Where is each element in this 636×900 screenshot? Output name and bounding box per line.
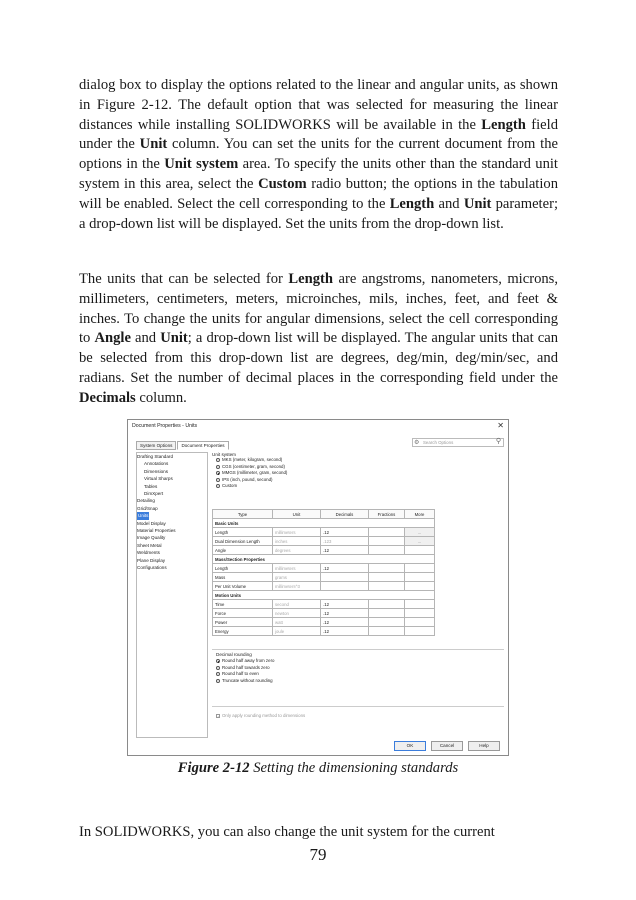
- cell-fractions[interactable]: [369, 573, 405, 582]
- unit-system-label: Unit system: [212, 452, 236, 457]
- cell-type: Per Unit Volume: [213, 582, 273, 591]
- cell-decimals[interactable]: [321, 582, 369, 591]
- column-header: Type: [213, 510, 273, 519]
- cell-unit[interactable]: second: [273, 600, 321, 609]
- cell-fractions[interactable]: [369, 564, 405, 573]
- unit-system-group: [212, 452, 504, 490]
- radio-label: Round half to even: [222, 671, 259, 676]
- page-number: 79: [309, 845, 327, 864]
- cell-fractions[interactable]: [369, 627, 405, 636]
- tree-item-label: Weldments: [137, 550, 160, 556]
- tree-item-label: Grid/Snap: [137, 505, 158, 511]
- dialog-title: Document Properties - Units: [132, 423, 198, 429]
- cell-type: Energy: [213, 627, 273, 636]
- tree-item-label: Annotations: [144, 461, 169, 467]
- radio-label: Truncate without rounding: [222, 677, 273, 683]
- cell-fractions[interactable]: [369, 537, 405, 546]
- tree-item[interactable]: [137, 564, 207, 571]
- column-header: Fractions: [369, 510, 405, 519]
- cell-decimals[interactable]: .12: [321, 600, 369, 609]
- search-placeholder: Search Options: [423, 440, 454, 445]
- cell-type: Length: [213, 564, 273, 573]
- tab-document-properties[interactable]: Document Properties: [177, 441, 228, 450]
- radio-button-icon[interactable]: [216, 666, 220, 670]
- cell-unit[interactable]: millimeters: [273, 528, 321, 537]
- cell-more[interactable]: [405, 618, 435, 627]
- gear-icon: ⚙: [414, 440, 420, 446]
- table-row: [213, 573, 435, 582]
- radio-label: IPS (inch, pound, second): [222, 476, 273, 482]
- cell-type: Length: [213, 528, 273, 537]
- group-header: Mass/Section Properties: [213, 555, 435, 564]
- table-row: [213, 519, 435, 528]
- radio-button-icon[interactable]: [216, 672, 220, 676]
- rounding-radio[interactable]: [216, 678, 504, 685]
- tree-item-label: Tables: [144, 483, 158, 489]
- tree-item[interactable]: [137, 512, 207, 519]
- cell-unit[interactable]: degrees: [273, 546, 321, 555]
- checkbox-box[interactable]: ✓: [217, 713, 221, 719]
- table-row: [213, 537, 435, 546]
- radio-button-icon[interactable]: [216, 679, 220, 683]
- tree-item[interactable]: [137, 468, 207, 475]
- tree-item[interactable]: [137, 549, 207, 556]
- table-row: [213, 609, 435, 618]
- paragraph-2: The units that can be selected for Length are angstroms, nanometers, microns, millimeters, centimeters, meters, microinches, mils, inches, feet, and feet & inches. To change the units for angular dimensions, select the cell corresponding to Angle and Unit; a drop-down list will be displayed. The angular units that can be selected from this drop-down list are degrees, deg/min, deg/min/sec, and radians. Set the number of decimal places in the corresponding field under the Decimals column.: [79, 271, 558, 406]
- table-row: [213, 582, 435, 591]
- radio-button-icon[interactable]: [216, 458, 220, 462]
- tree-item-label: DimXpert: [144, 491, 164, 497]
- tree-item[interactable]: [137, 542, 207, 549]
- ok-button[interactable]: OK: [394, 741, 426, 751]
- column-header: More: [405, 510, 435, 519]
- search-icon: ⚲: [495, 438, 501, 445]
- group-header: Motion Units: [213, 591, 435, 600]
- tree-item-label: Plane Display: [137, 557, 166, 563]
- cell-fractions[interactable]: [369, 609, 405, 618]
- cell-more[interactable]: ...: [405, 537, 435, 546]
- tree-item[interactable]: [137, 497, 207, 504]
- cell-type: Power: [213, 618, 273, 627]
- radio-button-icon[interactable]: [216, 478, 220, 482]
- cell-fractions[interactable]: [369, 582, 405, 591]
- column-header: Decimals: [321, 510, 369, 519]
- cell-decimals[interactable]: .12: [321, 528, 369, 537]
- cell-unit[interactable]: millimeters^3: [273, 582, 321, 591]
- dialog-buttons: [389, 741, 500, 751]
- cell-more[interactable]: [405, 627, 435, 636]
- group-header: Basic Units: [213, 519, 435, 528]
- cell-fractions[interactable]: [369, 618, 405, 627]
- help-button[interactable]: Help: [468, 741, 500, 751]
- tree-item-label: Dimensions: [144, 468, 168, 474]
- figure-caption: Figure 2-12 Setting the dimensioning standards: [177, 760, 459, 776]
- tree-item-label: Units: [138, 513, 149, 519]
- tree-item-label: Drafting Standard: [137, 454, 174, 459]
- table-row: [213, 528, 435, 537]
- tree-item[interactable]: [137, 483, 207, 490]
- apply-rounding-checkbox[interactable]: [216, 713, 305, 718]
- decimal-rounding-label: Decimal rounding: [216, 652, 252, 657]
- paragraph-3: In SOLIDWORKS, you can also change the unit system for the current: [79, 824, 495, 840]
- tree-item[interactable]: [137, 557, 207, 564]
- column-header: Unit: [273, 510, 321, 519]
- tree-item-label: Virtual Sharps: [144, 476, 173, 482]
- cell-decimals[interactable]: .12: [321, 627, 369, 636]
- tree-item[interactable]: [137, 534, 207, 541]
- tree-item[interactable]: [137, 505, 207, 512]
- cell-type: Angle: [213, 546, 273, 555]
- table-row: [213, 627, 435, 636]
- checkbox-label: Only apply rounding method to dimensions: [222, 713, 306, 718]
- radio-label: Round half towards zero: [222, 664, 270, 670]
- tab-system-options[interactable]: System Options: [136, 441, 176, 450]
- cell-fractions[interactable]: [369, 546, 405, 555]
- close-icon[interactable]: ✕: [497, 421, 504, 430]
- cell-fractions[interactable]: [369, 528, 405, 537]
- cell-unit[interactable]: millimeters: [273, 564, 321, 573]
- dialog-tabs: [136, 441, 230, 450]
- table-row: [213, 564, 435, 573]
- tree-item-label: Sheet Metal: [137, 542, 162, 548]
- options-tree: [136, 452, 208, 738]
- table-row: [213, 555, 435, 564]
- tree-item[interactable]: [137, 490, 207, 497]
- tree-item-label: Image Quality: [137, 535, 166, 541]
- cell-more[interactable]: [405, 609, 435, 618]
- search-input[interactable]: [412, 438, 504, 447]
- units-dialog-figure: [127, 419, 509, 756]
- cell-unit[interactable]: watt: [273, 618, 321, 627]
- radio-label: Custom: [222, 483, 238, 488]
- tree-item-label: Detailing: [137, 498, 155, 504]
- radio-label: MMGS (millimeter, gram, second): [222, 470, 288, 475]
- unit-system-radio[interactable]: [216, 483, 504, 490]
- cell-unit[interactable]: inches: [273, 537, 321, 546]
- table-row: [213, 618, 435, 627]
- cell-type: Force: [213, 609, 273, 618]
- table-row: [213, 591, 435, 600]
- radio-label: MKS (meter, kilogram, second): [222, 457, 283, 462]
- cell-decimals[interactable]: .12: [321, 618, 369, 627]
- cell-more[interactable]: [405, 564, 435, 573]
- cell-decimals[interactable]: .12: [321, 564, 369, 573]
- tree-item-label: Material Properties: [137, 528, 176, 534]
- cell-more[interactable]: [405, 573, 435, 582]
- cell-more[interactable]: [405, 546, 435, 555]
- cell-unit[interactable]: grams: [273, 573, 321, 582]
- radio-button-icon[interactable]: [216, 659, 220, 663]
- paragraph-1: dialog box to display the options related to the linear and angular units, as shown in Figure 2-12. The default option that was selected for measuring the linear distances while installing SOLIDWORKS will be available in the Length field under the Unit column. You can set the units for the current document from the options in the Unit system area. To specify the units other than the standard unit system in this area, select the Custom radio button; the options in the tabulation will be enabled. Select the cell corresponding to the Length and Unit parameter; a drop-down list will be displayed. Set the units from the drop-down list.: [79, 77, 559, 232]
- tree-item[interactable]: [137, 475, 207, 482]
- tree-item[interactable]: [137, 460, 207, 467]
- cell-more[interactable]: ...: [405, 528, 435, 537]
- radio-label: CGS (centimeter, gram, second): [222, 463, 285, 469]
- radio-button-icon[interactable]: [216, 465, 220, 469]
- radio-label: Round half away from zero: [222, 658, 275, 663]
- cell-decimals[interactable]: .12: [321, 609, 369, 618]
- cell-fractions[interactable]: [369, 600, 405, 609]
- cancel-button[interactable]: Cancel: [431, 741, 463, 751]
- tree-item-label: Configurations: [137, 565, 167, 571]
- cell-decimals[interactable]: .123: [321, 537, 369, 546]
- cell-unit[interactable]: joule: [273, 627, 321, 636]
- tree-item[interactable]: [137, 520, 207, 527]
- tree-item[interactable]: [137, 527, 207, 534]
- cell-unit[interactable]: newton: [273, 609, 321, 618]
- tree-item-label: Model Display: [137, 520, 166, 526]
- tree-item[interactable]: [137, 453, 207, 460]
- radio-button-icon[interactable]: [216, 471, 220, 475]
- radio-button-icon[interactable]: [216, 484, 220, 488]
- cell-type: Time: [213, 600, 273, 609]
- cell-more[interactable]: [405, 600, 435, 609]
- table-row: [213, 600, 435, 609]
- cell-more[interactable]: [405, 582, 435, 591]
- decimal-rounding-group: [212, 649, 504, 707]
- table-row: [213, 546, 435, 555]
- cell-decimals[interactable]: [321, 573, 369, 582]
- units-table: [212, 509, 435, 636]
- cell-decimals[interactable]: .12: [321, 546, 369, 555]
- cell-type: Mass: [213, 573, 273, 582]
- cell-type: Dual Dimension Length: [213, 537, 273, 546]
